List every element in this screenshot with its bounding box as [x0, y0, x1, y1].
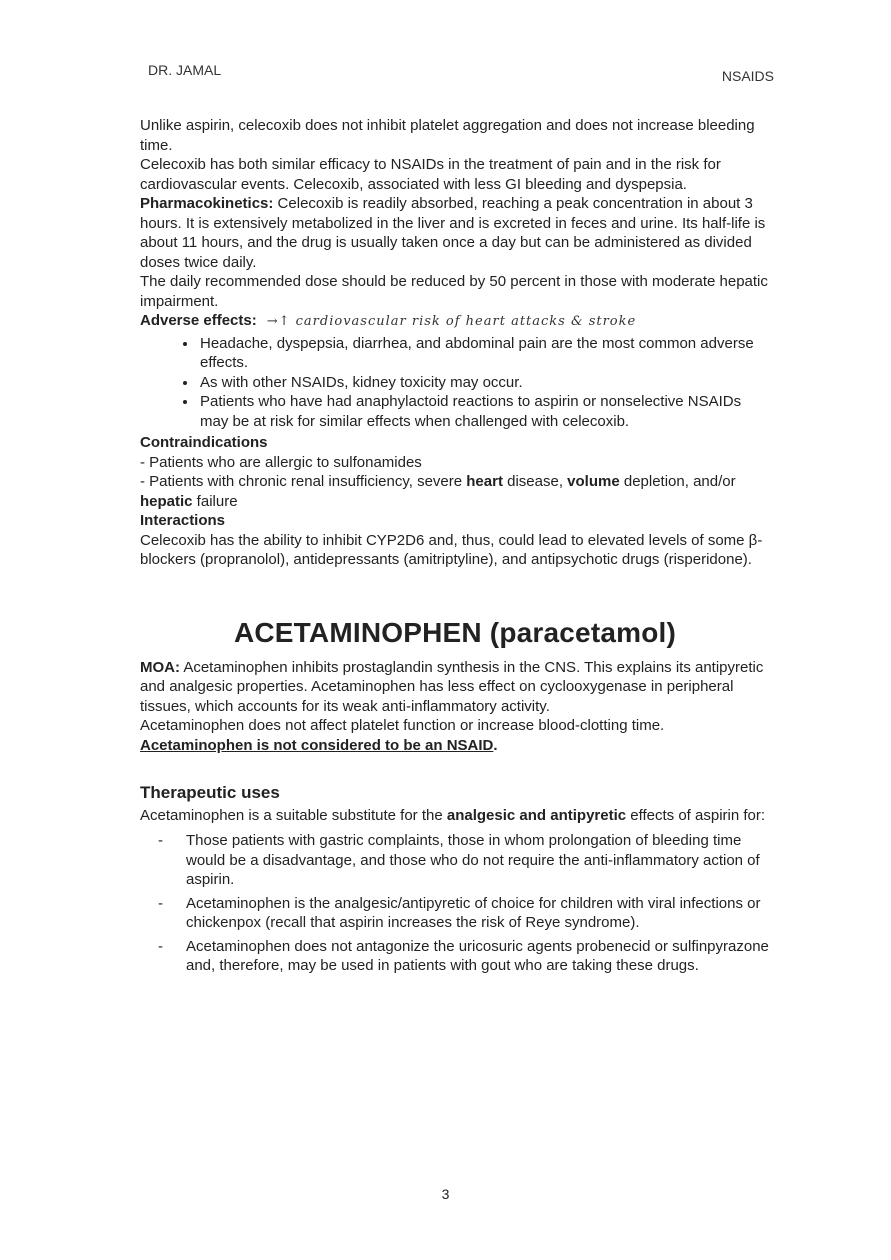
text-bold: heart — [466, 473, 503, 490]
header-topic: NSAIDS — [721, 68, 774, 84]
moa-label: MOA: — [140, 658, 180, 676]
pharmacokinetics-label: Pharmacokinetics: — [140, 195, 274, 212]
acetaminophen-title: ACETAMINOPHEN (paracetamol) — [233, 616, 677, 648]
list-item: - Acetaminophen does not antagonize the uricosuric agents probenecid or sulfinpyrazone and, therefore, may be used in patients with gout who are taking these drugs. — [186, 937, 770, 976]
text-segment: depletion, and/or — [619, 473, 736, 490]
adverse-effects-list — [140, 334, 770, 432]
moa-paragraph — [140, 658, 770, 717]
header-author: DR. JAMAL — [148, 62, 222, 78]
list-item: • Headache, dyspepsia, diarrhea, and abdominal pain are the most common adverse effects. — [198, 334, 770, 373]
contraindication-renal — [140, 472, 770, 511]
moa-text: Acetaminophen inhibits prostaglandin synthesis in the CNS. This explains its antipyretic and analgesic properties. Acetaminophen has less effect on cyclooxygenase in peripheral tissues, which accounts for its weak anti-inflammatory activity. — [140, 658, 764, 715]
therapeutic-uses-title: Therapeutic uses — [140, 783, 280, 802]
text-segment: disease, — [502, 473, 568, 490]
text-bold: hepatic — [140, 492, 193, 510]
not-nsaid-statement — [140, 736, 770, 756]
page-number: 3 — [441, 1186, 450, 1202]
text-bold: volume — [567, 473, 620, 490]
interactions-text: Celecoxib has the ability to inhibit CYP2D6 and, thus, could lead to elevated levels of some β-blockers (propranolol), antidepressants (amitriptyline), and antipsychotic drugs (risperidone). — [140, 531, 763, 568]
therapeutic-uses-list — [140, 831, 770, 976]
page-content — [140, 116, 770, 980]
list-item: • Patients who have had anaphylactoid reactions to aspirin or nonselective NSAIDs may be at risk for similar effects when challenged with celecoxib. — [198, 392, 770, 431]
text-bold: analgesic and antipyretic — [446, 806, 627, 824]
pharmacokinetics-text: Celecoxib is readily absorbed, reaching a peak concentration in about 3 hours. It is extensively metabolized in the liver and is excreted in feces and urine. Its half-life is about 11 hours, and the drug is usually taken once a day but can be administered as divided doses twice daily. — [140, 195, 766, 271]
not-nsaid-period: . — [493, 736, 498, 754]
therapeutic-intro — [140, 806, 770, 826]
text-segment: Acetaminophen is a suitable substitute for the — [140, 806, 447, 824]
not-nsaid-text: Acetaminophen is not considered to be an NSAID — [140, 736, 494, 754]
interactions-title: Interactions — [140, 512, 226, 529]
paragraph-dose: The daily recommended dose should be reduced by 50 percent in those with moderate hepatic impairment. — [140, 273, 768, 310]
list-item: • As with other NSAIDs, kidney toxicity may occur. — [198, 373, 770, 393]
platelet-paragraph: Acetaminophen does not affect platelet function or increase blood-clotting time. — [140, 717, 665, 734]
adverse-effects-heading — [140, 311, 770, 332]
handwritten-note: →↑ cardiovascular risk of heart attacks & stroke — [266, 314, 637, 329]
text-segment: effects of aspirin for: — [626, 806, 766, 824]
paragraph-efficacy: Celecoxib has both similar efficacy to NSAIDs in the treatment of pain and in the risk for cardiovascular events. Celecoxib, associated with less GI bleeding and dyspepsia. — [140, 156, 721, 193]
text-segment: failure — [192, 492, 238, 510]
contraindication-sulfonamides: - Patients who are allergic to sulfonamides — [140, 453, 422, 471]
paragraph-pharmacokinetics — [140, 194, 770, 272]
text-segment: - Patients with chronic renal insufficiency, severe — [140, 473, 467, 490]
paragraph-platelet: Unlike aspirin, celecoxib does not inhibit platelet aggregation and does not increase bleeding time. — [140, 117, 755, 154]
contraindications-title: Contraindications — [140, 434, 268, 451]
adverse-effects-label: Adverse effects: — [140, 312, 257, 329]
list-item: - Those patients with gastric complaints, those in whom prolongation of bleeding time would be a disadvantage, and those who do not require the anti-inflammatory action of aspirin. — [186, 831, 770, 890]
list-item: - Acetaminophen is the analgesic/antipyretic of choice for children with viral infections or chickenpox (recall that aspirin increases the risk of Reye syndrome). — [186, 894, 770, 933]
